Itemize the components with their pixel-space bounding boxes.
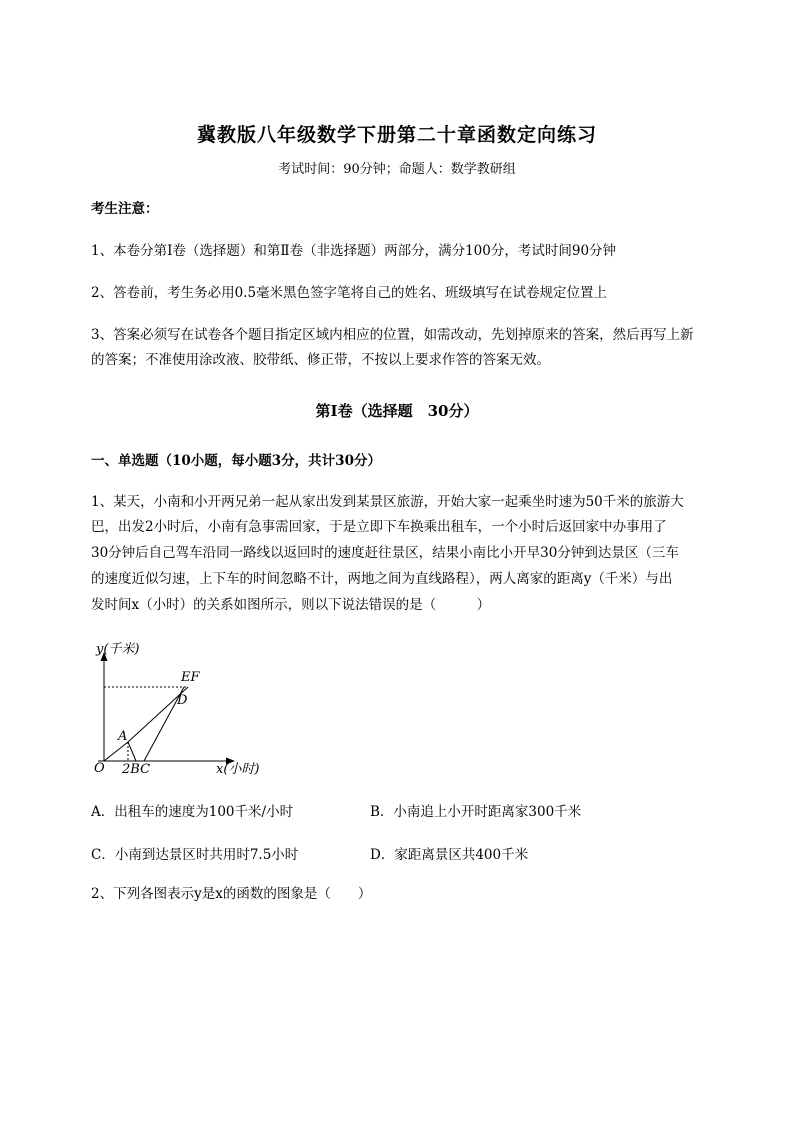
taxi-line (128, 742, 136, 761)
part-heading: 一、单选题（10小题，每小题3分，共计30分） (91, 453, 381, 469)
question-1-option-b[interactable]: B．小南追上小开时距离家300千米 (370, 804, 582, 820)
question-2-line-1: 2、下列各图表示y是x的函数的图象是（ ） (91, 886, 372, 902)
point-a-label: A (118, 729, 128, 744)
section-title: 第Ⅰ卷（选择题 30分） (315, 402, 479, 420)
question-1-graph (88, 636, 278, 782)
notice-item-3-line-1: 3、答案必须写在试卷各个题目指定区域内相应的位置，如需改动，先划掉原来的答案，然后再写上新 (91, 327, 694, 343)
points-2bc-label: 2BC (122, 762, 151, 777)
question-1-option-a[interactable]: A．出租车的速度为100千米/小时 (91, 804, 294, 820)
y-axis-label: y(千米) (96, 642, 140, 657)
points-ef-label: EF (181, 670, 200, 685)
question-1-line-4: 的速度近似匀速，上下车的时间忽略不计，两地之间为直线路程），两人离家的距离y（千米）与出 (91, 571, 673, 587)
notice-heading: 考生注意： (91, 201, 159, 217)
question-1-line-3: 30分钟后自己驾车沿同一路线以返回时的速度赶往景区，结果小南比小开早30分钟到达景区（三车 (91, 545, 679, 561)
bus-line (104, 687, 188, 761)
question-1-line-2: 巴，出发2小时后，小南有急事需回家，于是立即下车换乘出租车，一个小时后返回家中办事用了 (91, 519, 667, 535)
question-1-option-d[interactable]: D．家距离景区共400千米 (370, 847, 529, 863)
notice-item-3-line-2: 的答案；不准使用涂改液、胶带纸、修正带，不按以上要求作答的答案无效。 (91, 352, 550, 368)
question-1-option-c[interactable]: C．小南到达景区时共用时7.5小时 (91, 847, 299, 863)
exam-title: 冀教版八年级数学下册第二十章函数定向练习 (196, 124, 597, 146)
question-1-line-1: 1、某天，小南和小开两兄弟一起从家出发到某景区旅游，开始大家一起乘坐时速为50千米的旅游大 (91, 494, 684, 510)
question-1-line-5: 发时间x（小时）的关系如图所示，则以下说法错误的是（ ） (91, 597, 491, 613)
x-axis-label: x(小时) (216, 762, 260, 777)
origin-label: O (94, 761, 105, 776)
exam-subtitle: 考试时间：90分钟；命题人：数学教研组 (278, 162, 516, 177)
point-d-label: D (177, 693, 188, 708)
notice-item-1: 1、本卷分第Ⅰ卷（选择题）和第Ⅱ卷（非选择题）两部分，满分100分，考试时间90分钟 (91, 243, 617, 259)
notice-item-2: 2、答卷前，考生务必用0.5毫米黑色签字笔将自己的姓名、班级填写在试卷规定位置上 (91, 285, 608, 301)
